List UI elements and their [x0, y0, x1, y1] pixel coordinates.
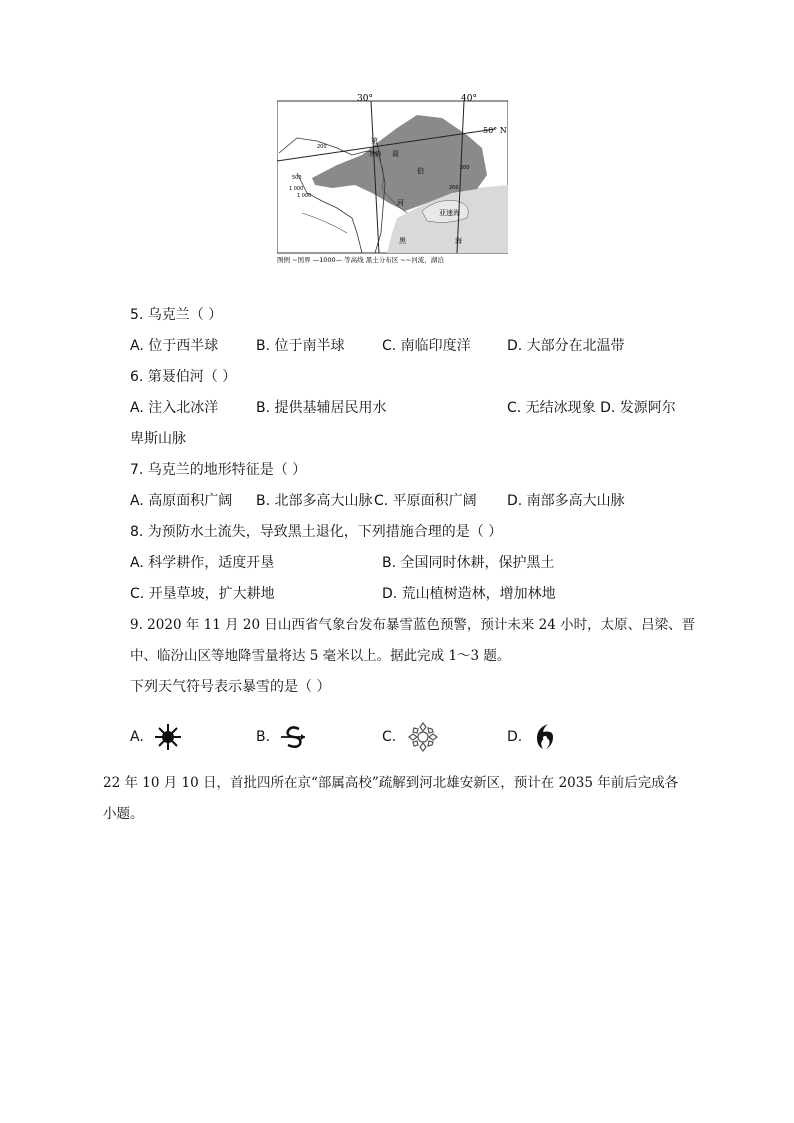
- dust-storm-symbol-icon: [279, 722, 309, 752]
- contour-500: 500: [292, 175, 302, 181]
- q5-option-d: D. 大部分在北温带: [507, 338, 625, 354]
- map-legend: 图例 ~国界 —1000— 等高线 黑土分布区 ~~河流，湖泊: [277, 256, 444, 264]
- lon-40-label: 40°: [461, 94, 477, 104]
- q7-option-c: C. 平原面积广阔: [374, 493, 477, 509]
- q8-option-d: D. 荒山植树造林，增加林地: [382, 586, 556, 602]
- q6-option-cd: C. 无结冰现象 D. 发源阿尔: [507, 400, 676, 416]
- q7-option-d: D. 南部多高大山脉: [507, 493, 625, 509]
- label-bo: 伯: [417, 167, 424, 175]
- q9-option-b: B.: [256, 729, 271, 745]
- label-nie: 聂: [392, 150, 399, 158]
- blizzard-symbol-icon: [408, 722, 438, 752]
- q8-option-c: C. 开垦草坡，扩大耕地: [130, 586, 275, 602]
- q6-stem: 6. 第聂伯河（ ）: [130, 369, 237, 385]
- label-hei: 黑: [399, 237, 406, 245]
- q9-option-a: A.: [130, 729, 144, 745]
- contour-200-b: 200: [460, 165, 470, 171]
- q5-stem: 5. 乌克兰（ ）: [130, 307, 223, 323]
- sandstorm-symbol-icon: [153, 722, 183, 752]
- q9-option-c: C.: [382, 729, 397, 745]
- contour-200-a: 200: [317, 144, 327, 150]
- q5-option-b: B. 位于南半球: [256, 338, 345, 354]
- contour-1000-b: 1 000: [297, 193, 312, 199]
- q9-stem: 下列天气符号表示暴雪的是（ ）: [130, 679, 331, 695]
- q7-option-b: B. 北部多高大山脉: [256, 493, 373, 509]
- label-yasuhai: 亚速海: [439, 209, 460, 217]
- lon-30-label: 30°: [357, 94, 373, 104]
- label-di: 第: [371, 137, 378, 145]
- lat-50-label: 50° N: [483, 126, 507, 135]
- q8-option-b: B. 全国同时休耕，保护黑土: [382, 555, 555, 571]
- contour-1000-a: 1 000: [289, 186, 304, 192]
- q8-stem: 8. 为预防水土流失，导致黑土退化，下列措施合理的是（ ）: [130, 524, 503, 540]
- q6-option-d-cont: 卑斯山脉: [130, 431, 186, 447]
- q6-option-a: A. 注入北冰洋: [130, 400, 219, 416]
- q9-context-line2: 中、临汾山区等地降雪量将达 5 毫米以上。据此完成 1～3 题。: [130, 648, 511, 664]
- typhoon-symbol-icon: [530, 722, 560, 752]
- label-hai: 海: [455, 237, 462, 245]
- passage-line1: 22 年 10 月 10 日，首批四所在京“部属高校”疏解到河北雄安新区，预计在 2035 年前后完成各: [103, 775, 679, 791]
- q8-option-a: A. 科学耕作，适度开垦: [130, 555, 275, 571]
- label-ji: 基辅: [369, 151, 382, 158]
- label-he: 河: [397, 199, 404, 207]
- q9-option-d: D.: [507, 729, 523, 745]
- passage-line2: 小题。: [103, 806, 144, 822]
- q9-context-line1: 9. 2020 年 11 月 20 日山西省气象台发布暴雪蓝色预警，预计未来 24 小时，太原、吕梁、晋: [130, 617, 696, 633]
- q7-stem: 7. 乌克兰的地形特征是（ ）: [130, 462, 307, 478]
- q5-option-c: C. 南临印度洋: [382, 338, 471, 354]
- q6-option-b: B. 提供基辅居民用水: [256, 400, 387, 416]
- contour-200-c: 200: [449, 185, 459, 191]
- q5-option-a: A. 位于西半球: [130, 338, 219, 354]
- ukraine-map: [277, 93, 508, 265]
- q7-option-a: A. 高原面积广阔: [130, 493, 233, 509]
